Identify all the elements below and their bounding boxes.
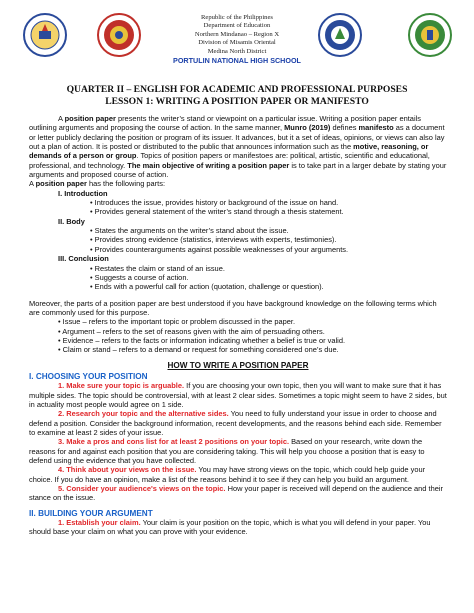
parts-lead <box>29 179 447 188</box>
step-label: 3. Make a pros and cons list for at least 2 positions on your topic. <box>58 437 290 447</box>
part-item: • Restates the claim or stand of an issue. <box>90 263 225 273</box>
term-item: • Evidence – refers to the facts or information indicating whether a belief is true or valid. <box>58 335 346 345</box>
letterhead-line: Northern Mindanao – Region X <box>194 30 280 38</box>
school-seal-icon <box>408 13 452 57</box>
text-run: has the following parts: <box>86 179 166 189</box>
step-paragraph <box>29 409 447 437</box>
division-seal-icon <box>97 13 141 57</box>
text-run: A <box>29 179 36 189</box>
part-item: • Introduces the issue, provides history or background of the issue on hand. <box>90 198 339 208</box>
lesson-titles <box>0 84 474 107</box>
text-run: as a document or letter publicly declaring the position or program of its issuer. It advances, but it a set of ideas, opinions, or views can also lay out a plan of action. It is posted or distributed to the public that announces information such as the <box>29 123 445 152</box>
part-item: • States the arguments on the writer’s stand about the issue. <box>90 226 289 236</box>
step-paragraph <box>29 381 447 409</box>
section-heading: II. BUILDING YOUR ARGUMENT <box>29 508 153 518</box>
letterhead-line: Republic of the Philippines <box>201 14 273 21</box>
text-run: position paper <box>64 114 116 123</box>
step-label: 1. Make sure your topic is arguable. <box>58 381 185 391</box>
section-heading: I. CHOOSING YOUR POSITION <box>29 371 148 381</box>
text-run: The main objective of writing a position paper <box>127 160 290 170</box>
part-heading: III. Conclusion <box>58 254 109 264</box>
term-item: • Argument – refers to the set of reasons given with the aim of persuading others. <box>58 326 325 336</box>
text-run: defines <box>330 123 359 133</box>
step-paragraph <box>29 518 447 537</box>
lesson-body <box>29 114 447 537</box>
terms-lead: Moreover, the parts of a position paper are best understood if you have background knowledge on the following terms which are commonly used for this purpose. <box>29 298 437 317</box>
part-heading: I. Introduction <box>58 188 108 198</box>
step-label: 4. Think about your views on the issue. <box>58 465 197 475</box>
part-item: • Suggests a course of action. <box>90 272 189 282</box>
text-run: Munro (2019) <box>284 123 331 133</box>
quarter-title: QUARTER II – ENGLISH FOR ACADEMIC AND PROFESSIONAL PURPOSES <box>66 84 408 95</box>
text-run: position paper <box>35 179 87 189</box>
text-run: motive, reasoning, or demands of a person or group <box>29 142 429 161</box>
intro-paragraph <box>29 114 447 179</box>
part-heading: II. Body <box>58 216 85 226</box>
text-run: You need to fully understand your issue in order to choose and defend a position. Consider the background information, recent developments, and the reasons behind each side. Remember to examine at least 2 sides of your issue. <box>29 409 442 437</box>
step-paragraph <box>29 484 447 503</box>
part-item: • Provides strong evidence (statistics, interviews with experts, testimonies). <box>90 235 337 245</box>
text-run: . Topics of position papers or manifestoes are: political, artistic, scientific and educational, professional, and technology. <box>29 151 430 170</box>
term-item: • Claim or stand – refers to a demand or request for something considered one’s due. <box>58 345 339 355</box>
step-label: 2. Research your topic and the alternative sides. <box>58 409 229 419</box>
step-paragraph <box>29 465 447 484</box>
letterhead-line: Department of Education <box>203 22 271 30</box>
lesson-title: LESSON 1: WRITING A POSITION PAPER OR MANIFESTO <box>105 95 369 107</box>
part-item: • Provides counterarguments against possible weaknesses of your arguments. <box>90 244 349 254</box>
district-seal-icon <box>318 13 362 57</box>
how-to-heading: HOW TO WRITE A POSITION PAPER <box>167 360 309 370</box>
letterhead <box>0 0 474 78</box>
step-label: 1. Establish your claim. <box>58 518 141 528</box>
text-run: manifesto <box>358 123 394 133</box>
text-run: You may have strong views on the topic, which could help guide your choice. If you do have an opinion, make a list of the reasons behind it to see if they can help you build an argument. <box>29 465 426 484</box>
part-item: • Ends with a powerful call for action (quotation, challenge or question). <box>90 282 324 292</box>
part-item: • Provides general statement of the writer’s stand through a thesis statement. <box>90 207 344 217</box>
text-run: is to take part in a larger debate by stating your arguments and proposed course of action. <box>29 160 447 180</box>
text-run: presents the writer’s stand or viewpoint on a particular issue. Writing a position paper entails outlining arguments and proposing the course of action. In the same manner, <box>29 114 421 133</box>
letterhead-line: Medina North District <box>207 47 267 55</box>
text-run: Based on your research, write down the reasons for and against each position that you are considering taking. This will help you choose a position that is easy to defend using the evidence that you have collected. <box>29 437 425 466</box>
text-run: A <box>58 114 65 123</box>
deped-seal-icon <box>23 13 67 57</box>
term-item: • Issue – refers to the important topic or problem discussed in the paper. <box>58 317 296 327</box>
step-paragraph <box>29 437 447 465</box>
letterhead-text <box>150 14 324 65</box>
text-run: If you are choosing your own topic, then you will want to make sure that it has multiple sides. The topic should be controversial, with at least 2 clear sides. Sometimes a topic might seem to have 2 sides, but in actuality most people would agree on 1 side. <box>29 381 447 409</box>
school-name: PORTULIN NATIONAL HIGH SCHOOL <box>173 56 301 66</box>
text-run: How your paper is received will depend on the audience and their stance on the issue. <box>29 484 443 503</box>
letterhead-line: Division of Misamis Oriental <box>198 39 276 47</box>
text-run: Your claim is your position on the topic, which is what you will defend in your paper. You should base your claim on what you can prove with your evidence. <box>29 518 431 537</box>
step-label: 5. Consider your audience's views on the topic. <box>58 484 226 494</box>
